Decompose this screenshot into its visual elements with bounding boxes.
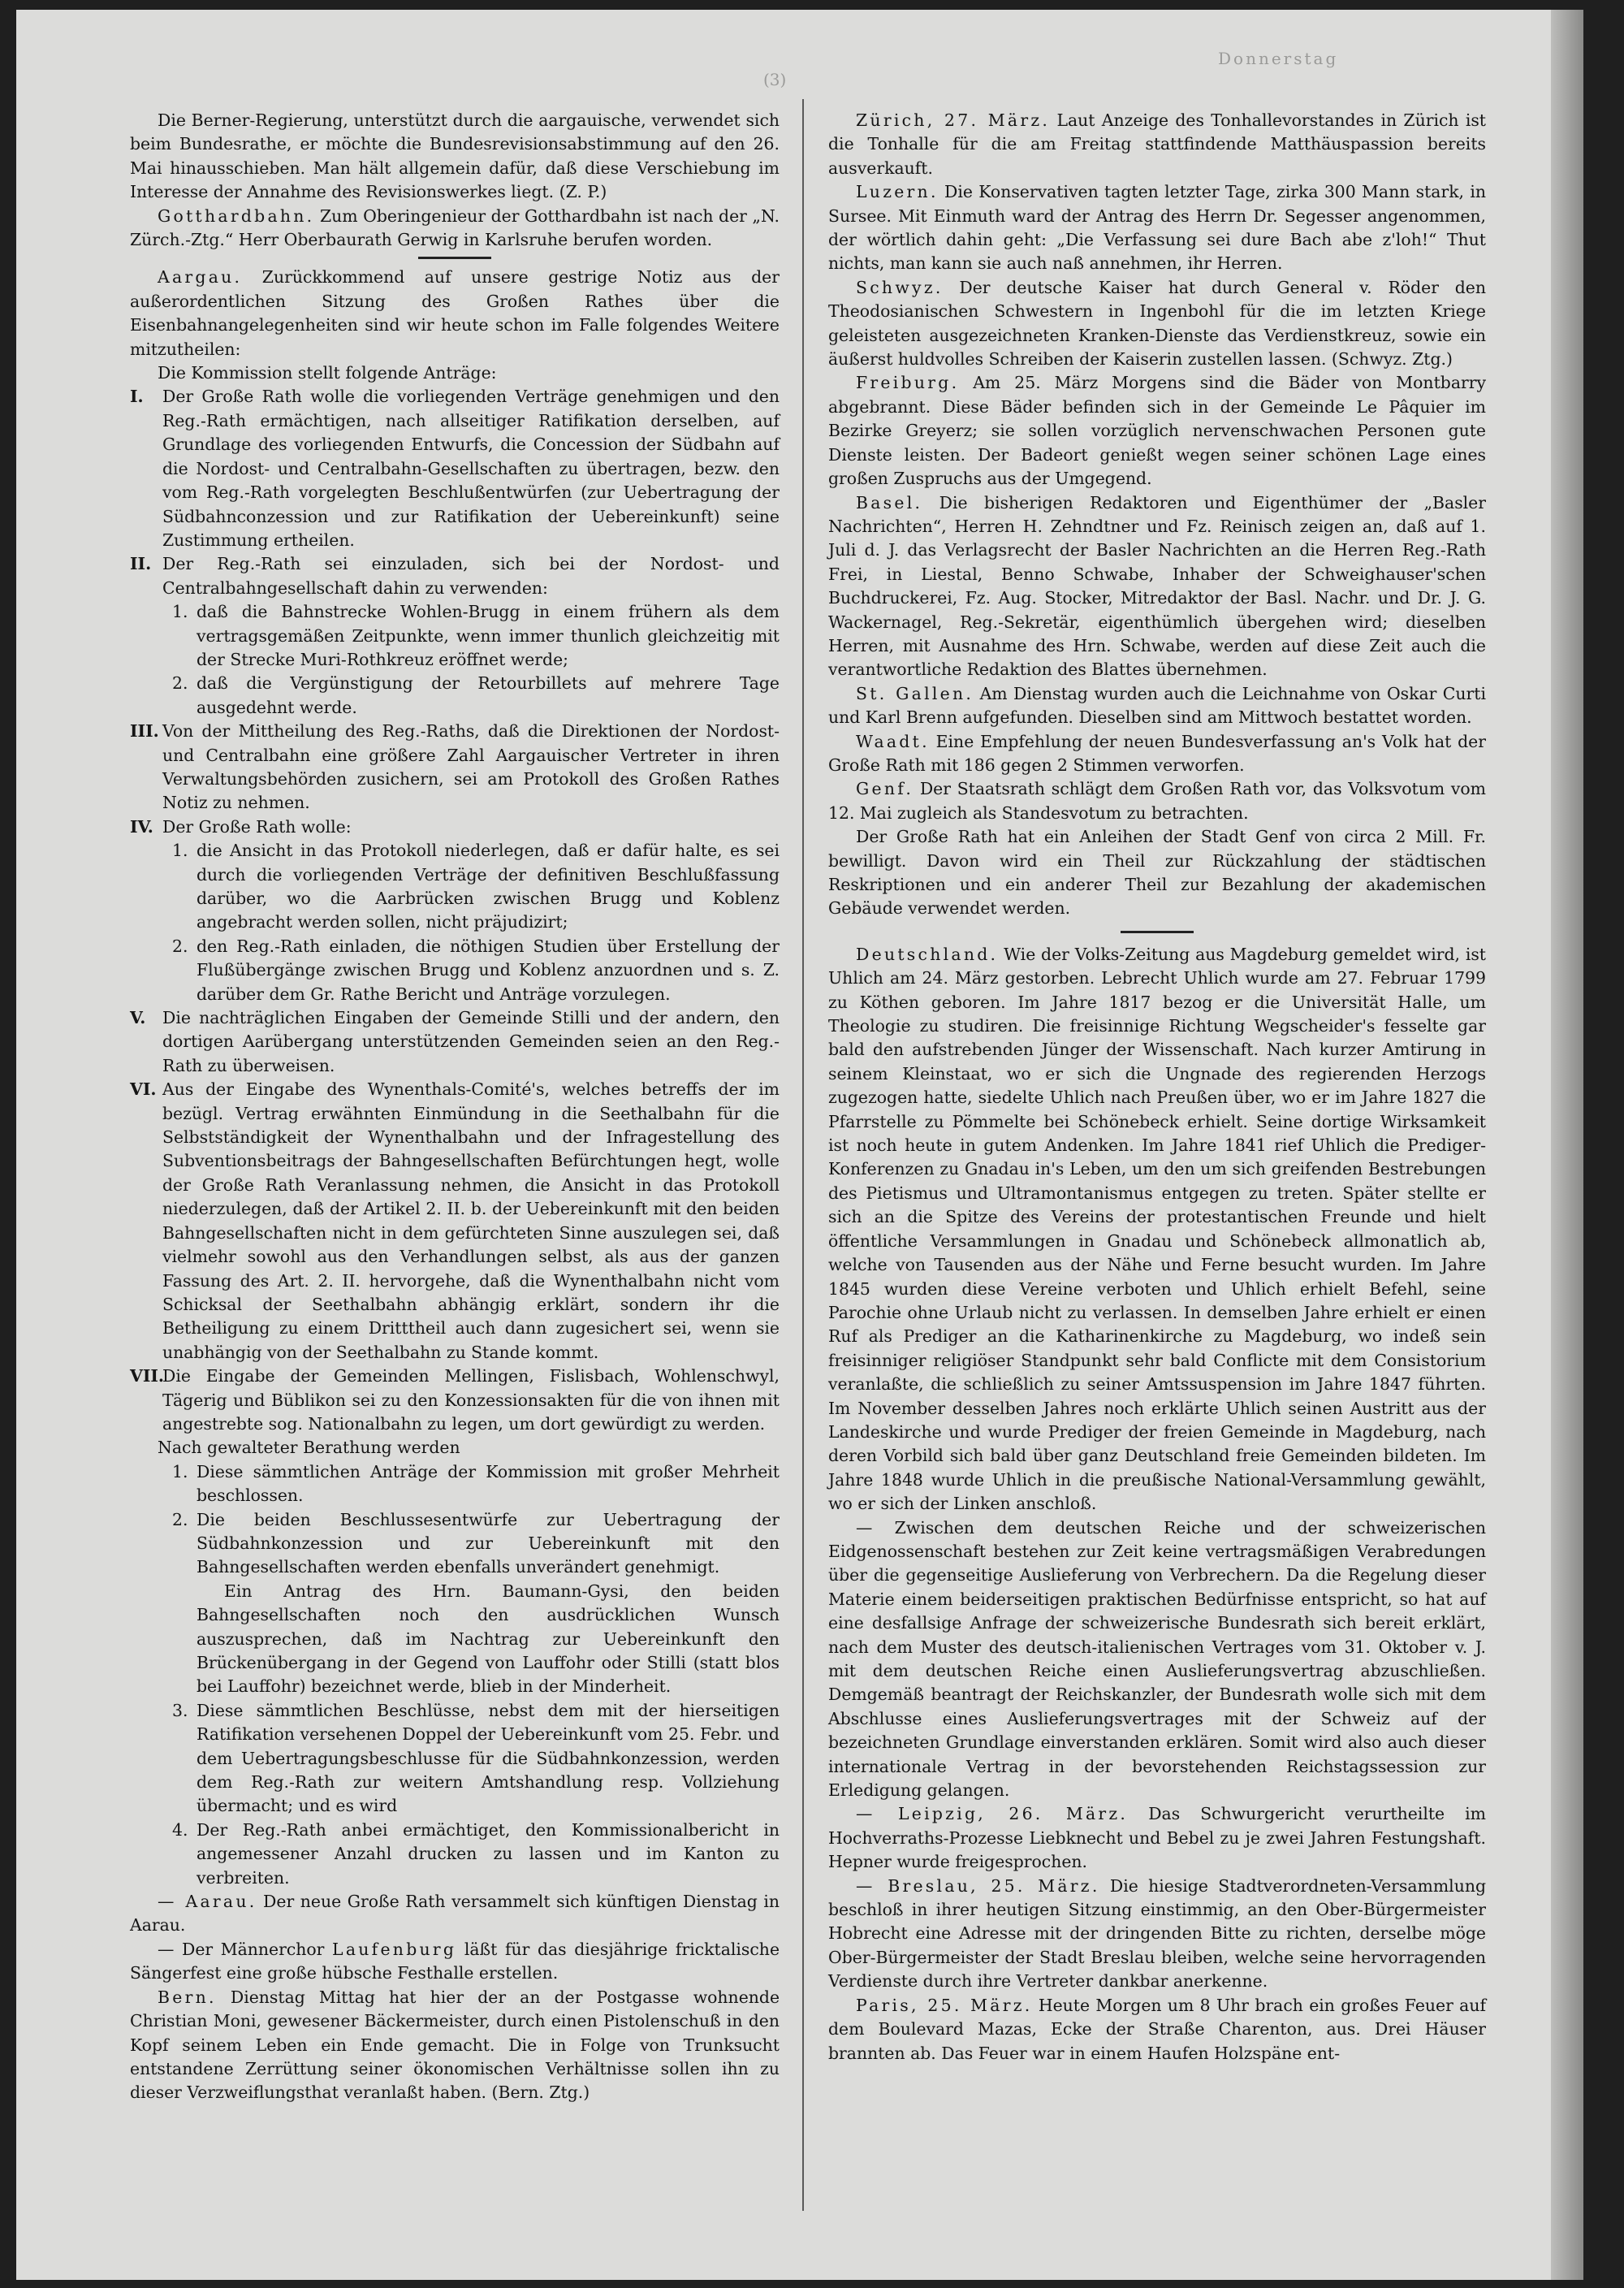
section-head: Schwyz. <box>856 277 944 297</box>
section-head: Bern. <box>158 1987 217 2007</box>
paragraph-luzern: Luzern. Die Konservativen tagten letzter Tage, zirka 300 Mann stark, in Sursee. Mit Einmuth ward der Antrag des Herrn Dr. Segesser angenommen, der wörtlich dahin geht: „Die Verfassung sei dure Bach abe z'loh!“ Thut nichts, man kann sie auch naß annehmen, ihr Herren. <box>828 182 1486 274</box>
section-head: — Leipzig, 26. März. <box>856 1804 1129 1824</box>
paragraph-auslieferung: — Zwischen dem deutschen Reiche und der schweizerischen Eidgenossenschaft bestehen zur Zeit keine vertragsmäßigen Verabredungen über die gegenseitige Auslieferung von Verbrechern. Da die Regelung dieser Materie einem beiderseitigen praktischen Bedürfnisse entspricht, so hat auf eine desfallsige Anfrage der schweizerische Bundesrath sich bereit erklärt, nach dem Muster des deutsch-italienischen Vertrages vom 31. Oktober v. J. mit dem deutschen Reiche einen Auslieferungsvertrag abzuschließen. Demgemäß beantragt der Reichskanzler, der Bundesrath wolle sich mit dem Abschlusse eines Auslieferungsvertrages mit der Schweiz auf der bezeichneten Grundlage einverstanden erklären. Somit wird also auch dieser internationale Vertrag in der bevorstehenden Reichstagssession zur Erledigung gelangen. <box>828 1517 1486 1801</box>
right-column <box>828 109 1486 2065</box>
paragraph-basel: Basel. Die bisherigen Redaktoren und Eigenthümer der „Basler Nachrichten“, Herren H. Zehndtner und Fz. Reinisch zeigen an, daß auf 1. Juli d. J. das Verlagsrecht der Basler Nachrichten an die Herren Reg.-Rath Frei, in Liestal, Benno Schwabe, Inhaber der Schweighauser'schen Buchdruckerei, Fz. Aug. Stocker, Mitredaktor der Basl. Nachr. und Dr. J. G. Wackernagel, Reg.-Sekretär, eigenthümlich übergehen wird; dieselben Herren, mit Ausnahme des Hrn. Schwabe, werden auf diese Zeit auch die verantwortliche Redaktion des Blattes übernehmen. <box>828 492 1486 680</box>
section-head: Basel. <box>856 492 923 513</box>
paragraph-freiburg: Freiburg. Am 25. März Morgens sind die Bäder von Montbarry abgebrannt. Diese Bäder befinden sich in der Gemeinde Le Pâquier im Bezirke Greyerz; sie sollen vorzüglich nervenschwachen Personen gute Dienste leisten. Der Badeort genießt wegen seiner schönen Lage eines großen Zuspruchs aus der Umgegend. <box>828 373 1486 489</box>
paragraph-aarau: — Aarau. Der neue Große Rath versammelt sich künftigen Dienstag in Aarau. <box>130 1892 780 1936</box>
paragraph-gotthardbahn: Gotthardbahn. Zum Oberingenieur der Gotthardbahn ist nach der „N. Zürch.-Ztg.“ Herr Oberbaurath Gerwig in Karlsruhe berufen worden. <box>130 205 780 250</box>
source-note: (Schwyz. Ztg.) <box>1331 349 1453 370</box>
resolution-item: 4. Der Reg.-Rath anbei ermächtiget, den Kommissionalbericht in angemessener Anzahl drucken zu lassen und im Kanton zu verbreiten. <box>172 1819 780 1888</box>
separator-rule <box>1121 931 1194 933</box>
section-head: Paris, 25. März. <box>856 1995 1033 2015</box>
motion-item: I. Der Große Rath wolle die vorliegenden Verträge genehmigen und den Reg.-Rath ermächtigen, nach allseitiger Ratifikation derselben, auf Grundlage des vorliegenden Entwurfs, die Concession der Südbahn auf die Nordost- und Centralbahn-Gesellschaften zu übertragen, bezw. den vom Reg.-Rath vorgelegten Beschlußentwürfen (zur Uebertragung der Südbahnconzession und zur Ratifikation der Uebereinkunft) seine Zustimmung ertheilen. <box>130 387 780 550</box>
section-head: Gotthardbahn. <box>158 205 315 226</box>
motion-item: VII. Die Eingabe der Gemeinden Mellingen, Fislisbach, Wohlenschwyl, Tägerig und Büblikon sei zu den Konzessionsakten für die von ihnen mit angestrebte sog. Nationalbahn zu legen, um dort gewürdigt zu werden. <box>130 1366 780 1434</box>
section-head: Aargau. <box>158 267 243 288</box>
paragraph-berner-regierung: Die Berner-Regierung, unterstützt durch die aargauische, verwendet sich beim Bundesrathe, er möchte die Bundesrevisionsabstimmung auf den 26. Mai hinausschieben. Man hält allgemein dafür, daß diese Verschiebung im Interesse der Annahme des Revisionswerkes liegt. (Z. P.) <box>130 110 780 202</box>
motion-item: IV. Der Große Rath wolle: <box>130 816 352 837</box>
paragraph-zurich: Zürich, 27. März. Laut Anzeige des Tonhallevorstandes in Zürich ist die Tonhalle für die am Freitag stattfindende Matthäuspassion bereits ausverkauft. <box>828 110 1486 178</box>
column-divider <box>802 99 804 2211</box>
paragraph-berathung: Nach gewalteter Berathung werden <box>158 1438 460 1458</box>
resolution-item: 3. Diese sämmtlichen Beschlüsse, nebst dem mit der hierseitigen Ratifikation versehenen Doppel der Uebereinkunft vom 25. Febr. und dem Uebertragungsbeschlusse für die Südbahnkonzession, werden dem Reg.-Rath zur weitern Amtshandlung resp. Vollziehung übermacht; und es wird <box>172 1700 780 1816</box>
motion-item: V. Die nachträglichen Eingaben der Gemeinde Stilli und der andern, den dortigen Aarübergang unterstützenden Gemeinden seien an den Reg.-Rath zu überweisen. <box>130 1008 780 1075</box>
page-edge-shadow <box>1551 10 1583 2280</box>
paragraph-bern: Bern. Dienstag Mittag hat hier der an der Postgasse wohnende Christian Moni, gewesener Bäckermeister, durch einen Pistolenschuß in den Kopf seinem Leben ein Ende gemacht. Die in Folge von Trunksucht entstandene Zerrüttung seiner ökonomischen Verhältnisse sollen ihn zu dieser Verzweiflungsthat veranlaßt haben. (Bern. Ztg.) <box>130 1987 780 2103</box>
motion-item: II. Der Reg.-Rath sei einzuladen, sich bei der Nordost- und Centralbahngesellschaft dahin zu verwenden: <box>130 554 780 598</box>
paragraph-leipzig: — Leipzig, 26. März. Das Schwurgericht verurtheilte im Hochverraths-Prozesse Liebknecht und Bebel zu je zwei Jahren Festungshaft. Hepner wurde freigesprochen. <box>828 1804 1487 1872</box>
paragraph-deutschland: Deutschland. Wie der Volks-Zeitung aus Magdeburg gemeldet wird, ist Uhlich am 24. März gestorben. Lebrecht Uhlich wurde am 27. Februar 1799 zu Köthen geboren. Im Jahre 1817 bezog er die Universität Halle, um Theologie zu studiren. Die freisinnige Richtung Wegscheider's fesselte gar bald den aufstrebenden Jünger der Wissenschaft. Nach kurzer Amtirung in seinem Kleinstaat, wo er sich die Ungnade des regierenden Herzogs zugezogen hatte, siedelte Uhlich nach Preußen über, wo er im Jahre 1827 die Pfarrstelle zu Pömmelte bei Schönebeck erhielt. Seine dortige Wirksamkeit ist noch heute in gutem Andenken. Im Jahre 1841 rief Uhlich die Prediger-Konferenzen zu Gnadau in's Leben, um den um sich greifenden Bestrebungen des Pietismus und Ultramontanismus entgegen zu treten. Später stellte er sich an die Spitze des Vereins der protestantischen Freunde und hielt öffentliche Versammlungen in Gnadau und Schönebeck allmonatlich ab, welche von Tausenden aus der Nähe und Ferne besucht wurden. Im Jahre 1845 wurden diese Vereine verboten und Uhlich erhielt Befehl, seine Parochie ohne Urlaub nicht zu verlassen. In demselben Jahre erhielt er einen Ruf als Prediger an die Katharinenkirche zu Magdeburg, wo indeß sein freisinniger religiöser Standpunkt sehr bald Conflicte mit dem Consistorium veranlaßte, die schließlich zu seiner Amtssuspension im Jahre 1847 führten. Im November desselben Jahres noch erklärte Uhlich seinen Austritt aus der Landeskirche und wurde Prediger der freien Gemeinde in Magdeburg, nach deren Vorbild sich bald über ganz Deutschland freie Gemeinden bildeten. Im Jahre 1848 wurde Uhlich in die preußische National-Versammlung gewählt, wo er sich der Linken anschloß. <box>828 944 1487 1514</box>
resolution-item: 2. Die beiden Beschlussesentwürfe zur Uebertragung der Südbahnkonzession und zur Uebereinkunft mit den Bahngesellschaften werden ebenfalls unverändert genehmigt. <box>172 1509 780 1577</box>
paragraph-breslau: — Breslau, 25. März. Die hiesige Stadtverordneten-Versammlung beschloß in ihrer heutigen Sitzung einstimmig, an den Ober-Bürgermeister Hobrecht eine Adresse mit der dringenden Bitte zu richten, derselbe möge Ober-Bürgermeister der Stadt Breslau bleiben, welche seine hervorragenden Verdienste durch ihre Vertreter dankbar anerkenne. <box>828 1875 1487 1992</box>
resolution-item: 1. Diese sämmtlichen Anträge der Kommission mit großer Mehrheit beschlossen. <box>172 1461 780 1506</box>
section-head: Freiburg. <box>856 373 960 393</box>
section-head: — Aarau. <box>158 1892 257 1912</box>
paragraph-kommission: Die Kommission stellt folgende Anträge: <box>158 363 497 383</box>
section-head: Genf. <box>856 779 914 799</box>
paragraph-st-gallen: St. Gallen. Am Dienstag wurden auch die Leichnahme von Oskar Curti und Karl Brenn aufgefunden. Dieselben sind am Mittwoch bestattet worden. <box>828 683 1487 728</box>
left-column <box>130 109 780 2105</box>
place-name: Laufenburg <box>332 1939 457 1959</box>
sub-item: 1. die Ansicht in das Protokoll niederlegen, daß er dafür halte, es sei durch die vorliegenden Verträge der definitiven Beschlußfassung darüber, wo die Aarbrücken zwischen Brugg und Koblenz angebracht werden sollen, nicht präjudizirt; <box>172 841 780 932</box>
section-head: St. Gallen. <box>856 683 974 703</box>
separator-rule <box>418 257 491 259</box>
motion-item: III. Von der Mittheilung des Reg.-Raths, daß die Direktionen der Nordost- und Centralbahn eine größere Zahl Aargauischer Vertreter in ihren Verwaltungsbehörden zusichern, sei am Protokoll des Großen Rathes Notiz zu nehmen. <box>130 721 780 813</box>
faded-header-date: Donnerstag <box>1218 49 1339 68</box>
newspaper-page <box>16 10 1583 2280</box>
paragraph-aargau: Aargau. Zurückkommend auf unsere gestrige Notiz aus der außerordentlichen Sitzung des Großen Rathes über die Eisenbahnangelegenheiten sind wir heute schon im Falle folgendes Weitere mitzutheilen: <box>130 267 780 359</box>
section-head: — Breslau, 25. März. <box>856 1875 1100 1896</box>
motion-item: VI. Aus der Eingabe des Wynenthals-Comité's, welches betreffs der im bezügl. Vertrag erwähnten Einmündung in die Seethalbahn für die Selbstständigkeit der Wynenthalbahn und der Infragestellung des Subventionsbeitrags der Bahngesellschaften Befürchtungen hegt, wolle der Große Rath Veranlassung nehmen, die Ansicht in das Protokoll niederzulegen, daß der Artikel 2. II. b. der Uebereinkunft mit den beiden Bahngesellschaften nicht in dem gefürchteten Sinne auszulegen sei, daß vielmehr sowohl aus den Verhandlungen selbst, als aus der ganzen Fassung des Art. 2. II. hervorgehe, daß die Wynenthalbahn nicht vom Schicksal der Seethalbahn abhängig erklärt, sondern ihr die Betheiligung zu einem Dritttheil auch dann zugesichert sei, wenn sie unabhängig von der Seethalbahn zu Stande kommt. <box>130 1079 780 1362</box>
paragraph-genf-anleihen: Der Große Rath hat ein Anleihen der Stadt Genf von circa 2 Mill. Fr. bewilligt. Davon wird ein Theil zur Rückzahlung der städtischen Reskriptionen und ein anderer Theil zur Bezahlung der akademischen Gebäude verwendet werden. <box>828 827 1486 919</box>
sub-item: 1. daß die Bahnstrecke Wohlen-Brugg in einem frühern als dem vertragsgemäßen Zeitpunkte, wenn immer thunlich gleichzeitig mit der Strecke Muri-Rothkreuz eröffnet werde; <box>172 602 780 669</box>
paragraph-waadt: Waadt. Eine Empfehlung der neuen Bundesverfassung an's Volk hat der Große Rath mit 186 gegen 2 Stimmen verworfen. <box>828 731 1486 775</box>
paragraph-genf: Genf. Der Staatsrath schlägt dem Großen Rath vor, das Volksvotum vom 12. Mai zugleich als Standesvotum zu betrachten. <box>828 779 1486 823</box>
paragraph-laufenburg: — Der Männerchor Laufenburg läßt für das diesjährige fricktalische Sängerfest eine große hübsche Festhalle erstellen. <box>130 1939 780 1983</box>
source-note: (Z. P.) <box>559 182 607 202</box>
sub-item: 2. daß die Vergünstigung der Retourbillets auf mehrere Tage ausgedehnt werde. <box>172 673 780 717</box>
sub-item: 2. den Reg.-Rath einladen, die nöthigen Studien über Erstellung der Flußübergänge zwischen Brugg und Koblenz anzuordnen und s. Z. darüber dem Gr. Rathe Bericht und Anträge vorzulegen. <box>172 936 780 1004</box>
section-head: Luzern. <box>856 182 939 202</box>
faded-header-mark: (3) <box>763 70 787 89</box>
section-head: Waadt. <box>856 731 930 751</box>
section-head: Zürich, 27. März. <box>856 110 1051 130</box>
source-note: (Bern. Ztg.) <box>491 2083 590 2103</box>
paragraph-paris: Paris, 25. März. Heute Morgen um 8 Uhr brach ein großes Feuer auf dem Boulevard Mazas, Ecke der Straße Charenton, aus. Drei Häuser brannten ab. Das Feuer war in einem Haufen Holzspäne ent- <box>828 1995 1487 2063</box>
section-head: Deutschland. <box>856 944 999 964</box>
paragraph-antrag-baumann: Ein Antrag des Hrn. Baumann-Gysi, den beiden Bahngesellschaften noch den ausdrücklichen Wunsch auszusprechen, daß im Nachtrag zur Uebereinkunft den Brückenübergang in der Gegend von Lauffohr oder Stilli (statt blos bei Lauffohr) bezeichnet werde, blieb in der Minderheit. <box>197 1581 780 1697</box>
paragraph-schwyz: Schwyz. Der deutsche Kaiser hat durch General v. Röder den Theodosianischen Schwestern in Ingenbohl für die im letzten Kriege geleisteten ausgezeichneten Kranken-Dienste das Verdienstkreuz, sowie ein äußerst huldvolles Schreiben der Kaiserin zustellen lassen. (Schwyz. Ztg.) <box>828 277 1487 370</box>
